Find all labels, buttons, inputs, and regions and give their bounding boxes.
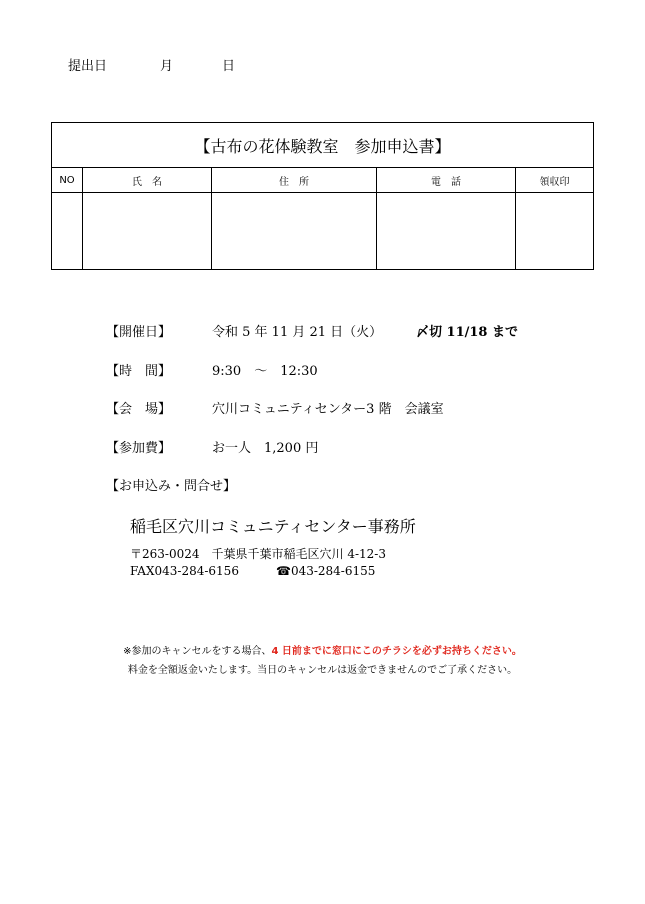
header-no: NO <box>52 168 83 193</box>
event-date-label: 【開催日】 <box>106 325 172 340</box>
cancel-notice-line1 <box>0 642 645 657</box>
form-title: 【古布の花体験教室 参加申込書】 <box>52 123 594 168</box>
office-tel: ☎043-284-6155 <box>276 564 376 578</box>
office-name: 稲毛区穴川コミュニティセンター事務所 <box>130 517 416 536</box>
application-form-table <box>51 122 594 270</box>
office-contact-row <box>130 564 376 578</box>
event-fee-label: 【参加費】 <box>106 441 172 456</box>
deadline-text: 〆切 11/18 まで <box>416 325 518 340</box>
cancel-notice-line2: 料金を全額返金いたします。当日のキャンセルは返金できませんのでご了承ください。 <box>127 665 518 676</box>
submit-date-label: 提出日 <box>68 59 108 74</box>
event-venue-value: 穴川コミュニティセンター3 階 会議室 <box>212 402 444 417</box>
notice-red-text: 4 日前までに窓口にこのチラシを必ずお持ちください。 <box>271 646 522 657</box>
header-receipt-stamp: 領収印 <box>516 168 594 193</box>
field-name[interactable] <box>83 193 212 270</box>
event-time-value: 9:30 ～ 12:30 <box>212 364 318 379</box>
event-date-value: 令和 5 年 11 月 21 日（火） <box>212 325 383 340</box>
field-phone[interactable] <box>377 193 516 270</box>
field-no[interactable] <box>52 193 83 270</box>
contact-label: 【お申込み・問合せ】 <box>106 479 237 494</box>
office-fax: FAX043-284-6156 <box>130 564 239 578</box>
field-address[interactable] <box>212 193 377 270</box>
submit-month-label: 月 <box>160 59 174 74</box>
office-address: 〒263-0024 千葉県千葉市稲毛区穴川 4-12-3 <box>130 547 386 561</box>
header-name: 氏 名 <box>83 168 212 193</box>
notice-prefix: ※参加のキャンセルをする場合、 <box>123 646 272 657</box>
submit-day-label: 日 <box>222 59 236 74</box>
header-address: 住 所 <box>212 168 377 193</box>
event-venue-label: 【会 場】 <box>106 402 172 417</box>
header-phone: 電 話 <box>377 168 516 193</box>
field-receipt-stamp[interactable] <box>516 193 594 270</box>
event-time-label: 【時 間】 <box>106 364 172 379</box>
event-fee-value: お一人 1,200 円 <box>212 441 319 456</box>
